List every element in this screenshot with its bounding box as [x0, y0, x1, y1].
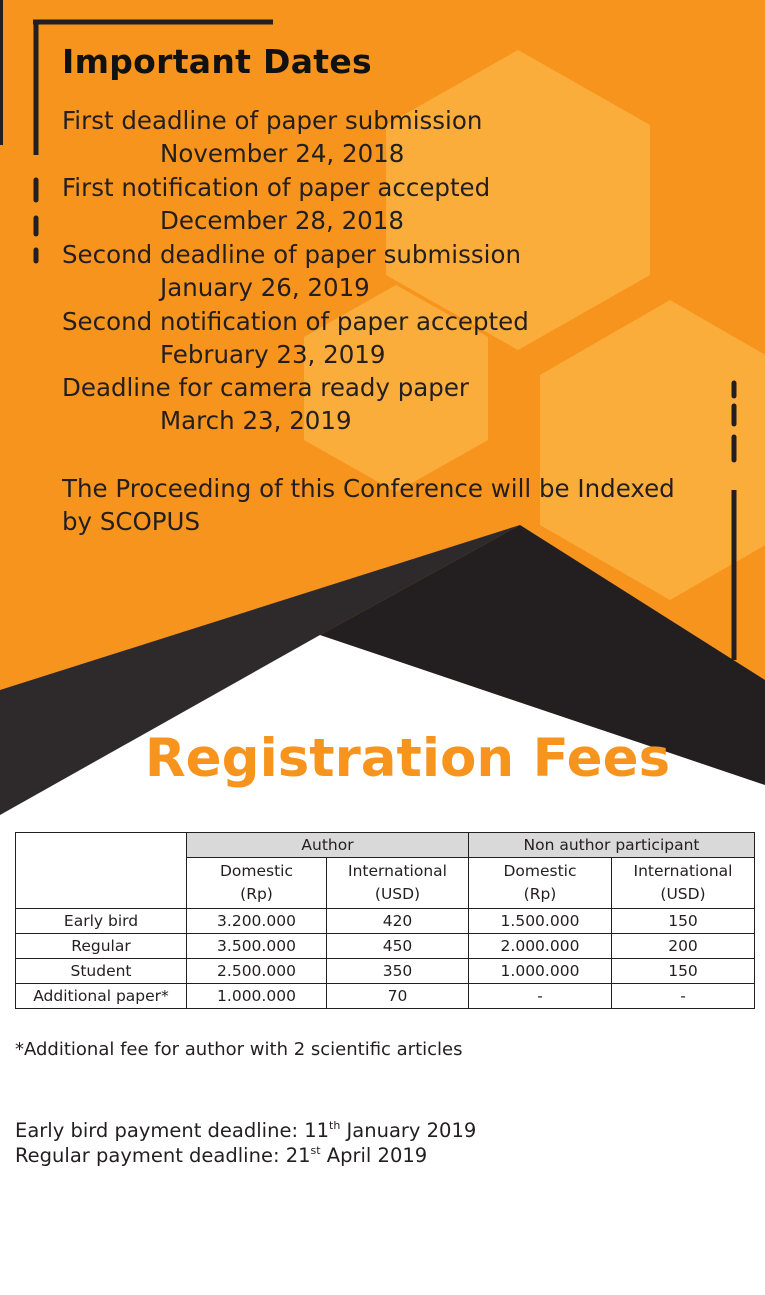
fee-cell: 200 [612, 934, 755, 959]
fee-cell: - [612, 984, 755, 1009]
date-value: January 26, 2019 [160, 273, 370, 302]
fee-cell: 150 [612, 959, 755, 984]
table-group-header-row [16, 833, 755, 858]
fee-cell: 450 [327, 934, 469, 959]
fees-table [15, 832, 755, 1009]
proceeding-note: The Proceeding of this Conference will be Indexed [62, 474, 675, 503]
fee-cell: 150 [612, 909, 755, 934]
regular-deadline: Regular payment deadline: 21st April 2019 [15, 1144, 428, 1167]
registration-fees-title: Registration Fees [144, 728, 671, 789]
sub-header-cell: International (USD) [327, 858, 469, 909]
date-label: Second notification of paper accepted [62, 307, 529, 336]
row-category: Student [16, 959, 187, 984]
edge-bar-left [0, 0, 3, 145]
sub-header-cell: International (USD) [612, 858, 755, 909]
sub-header-cell: Domestic (Rp) [187, 858, 327, 909]
group-header-non-author: Non author participant [469, 833, 755, 858]
fee-cell: 420 [327, 909, 469, 934]
table-corner-cell [16, 833, 187, 909]
group-header-author: Author [187, 833, 469, 858]
row-category: Regular [16, 934, 187, 959]
row-category: Additional paper* [16, 984, 187, 1009]
date-label: First notification of paper accepted [62, 173, 491, 202]
row-category: Early bird [16, 909, 187, 934]
fee-cell: 350 [327, 959, 469, 984]
date-value: December 28, 2018 [160, 206, 404, 235]
fee-cell: 3.500.000 [187, 934, 327, 959]
table-row [16, 909, 755, 934]
table-row [16, 984, 755, 1009]
date-label: First deadline of paper submission [62, 106, 483, 135]
date-value: March 23, 2019 [160, 406, 352, 435]
table-row [16, 959, 755, 984]
fee-cell: 3.200.000 [187, 909, 327, 934]
fee-cell: 70 [327, 984, 469, 1009]
fee-footnote: *Additional fee for author with 2 scientific articles [15, 1039, 463, 1060]
date-value: November 24, 2018 [160, 139, 405, 168]
fee-cell: 2.500.000 [187, 959, 327, 984]
early-bird-deadline: Early bird payment deadline: 11th January 2019 [15, 1119, 477, 1142]
fee-cell: 2.000.000 [469, 934, 612, 959]
fee-cell: - [469, 984, 612, 1009]
date-value: February 23, 2019 [160, 340, 386, 369]
fee-cell: 1.000.000 [469, 959, 612, 984]
fee-cell: 1.500.000 [469, 909, 612, 934]
important-dates-title: Important Dates [62, 42, 372, 81]
table-row [16, 934, 755, 959]
sub-header-cell: Domestic (Rp) [469, 858, 612, 909]
date-label: Second deadline of paper submission [62, 240, 521, 269]
date-label: Deadline for camera ready paper [62, 373, 470, 402]
fee-cell: 1.000.000 [187, 984, 327, 1009]
proceeding-note: by SCOPUS [62, 507, 201, 536]
